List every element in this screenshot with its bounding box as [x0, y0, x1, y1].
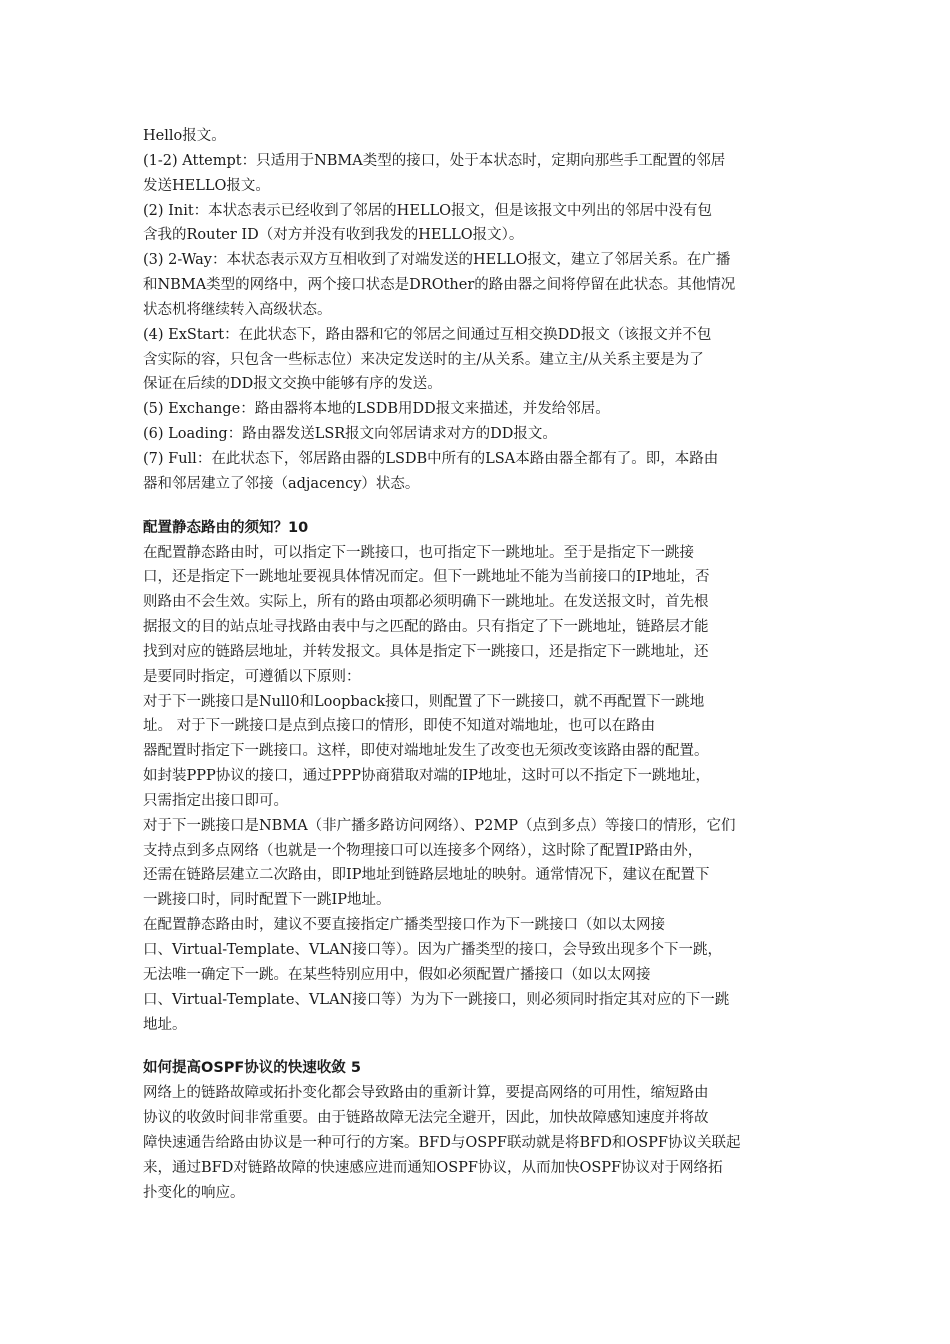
- text-line: 和NBMA类型的网络中，两个接口状态是DROther的路由器之间将停留在此状态。其他情况: [143, 277, 736, 294]
- text-line: 地址。: [143, 1016, 187, 1033]
- text-line: 址。 对于下一跳接口是点到点接口的情形，即使不知道对端地址，也可以在路由: [143, 718, 656, 735]
- text-line: (5) Exchange：路由器将本地的LSDB用DD报文来描述，并发给邻居。: [143, 401, 610, 418]
- text-line: 如封装PPP协议的接口，通过PPP协商猎取对端的IP地址，这时可以不指定下一跳地址，: [143, 768, 711, 785]
- text-line: (6) Loading：路由器发送LSR报文向邻居请求对方的DD报文。: [143, 426, 557, 443]
- text-line: 支持点到多点网络（也就是一个物理接口可以连接多个网络），这时除了配置IP路由外，: [143, 842, 703, 859]
- text-line: 含我的Router ID（对方并没有收到我发的HELLO报文）。: [143, 227, 524, 244]
- text-line: (4) ExStart：在此状态下，路由器和它的邻居之间通过互相交换DD报文（该报文并不包: [143, 326, 712, 343]
- text-line: 还需在链路层建立二次路由，即IP地址到链路层地址的映射。通常情况下，建议在配置下: [143, 867, 710, 884]
- text-line: 来，通过BFD对链路故障的快速感应进而通知OSPF协议，从而加快OSPF协议对于网络拓: [143, 1159, 723, 1176]
- heading-ospf-convergence: 如何提高OSPF协议的快速收敛 5: [143, 1060, 361, 1077]
- text-line: 是要同时指定，可遵循以下原则：: [143, 668, 361, 685]
- text-line: 网络上的链路故障或拓扑变化都会导致路由的重新计算，要提高网络的可用性，缩短路由: [143, 1085, 709, 1102]
- text-line: 口，还是指定下一跳地址要视具体情况而定。但下一跳地址不能为当前接口的IP地址，否: [143, 569, 710, 586]
- text-line: (3) 2-Way：本状态表示双方互相收到了对端发送的HELLO报文，建立了邻居关系。在广播: [143, 252, 731, 269]
- document-page: [143, 124, 807, 1205]
- text-line: 保证在后续的DD报文交换中能够有序的发送。: [143, 376, 442, 393]
- text-line: 在配置静态路由时，建议不要直接指定广播类型接口作为下一跳接口（如以太网接: [143, 917, 665, 934]
- text-line: 含实际的容，只包含一些标志位）来决定发送时的主/从关系。建立主/从关系主要是为了: [143, 351, 704, 368]
- section-gap: [143, 497, 807, 516]
- text-line: 对于下一跳接口是Null0和Loopback接口，则配置了下一跳接口，就不再配置下一跳地: [143, 693, 705, 710]
- section-ospf-states: [143, 124, 807, 497]
- text-line: 无法唯一确定下一跳。在某些特别应用中，假如必须配置广播接口（如以太网接: [143, 966, 651, 983]
- text-line: Hello报文。: [143, 128, 226, 144]
- text-line: 口、Virtual-Template、VLAN接口等）为为下一跳接口，则必须同时指定其对应的下一跳: [143, 991, 730, 1008]
- text-line: 障快速通告给路由协议是一种可行的方案。BFD与OSPF联动就是将BFD和OSPF协议关联起: [143, 1134, 741, 1151]
- section-static-route: [143, 541, 807, 1038]
- text-line: (1-2) Attempt：只适用于NBMA类型的接口，处于本状态时，定期向那些手工配置的邻居: [143, 152, 726, 169]
- text-line: (7) Full：在此状态下，邻居路由器的LSDB中所有的LSA本路由器全都有了。即，本路由: [143, 450, 719, 467]
- text-line: 扑变化的响应。: [143, 1184, 245, 1201]
- text-line: 据报文的目的站点址寻找路由表中与之匹配的路由。只有指定了下一跳地址，链路层才能: [143, 619, 709, 636]
- text-line: 只需指定出接口即可。: [143, 792, 288, 809]
- text-line: 器配置时指定下一跳接口。这样，即使对端地址发生了改变也无须改变该路由器的配置。: [143, 743, 709, 760]
- text-line: 状态机将继续转入高级状态。: [143, 301, 332, 318]
- text-line: 协议的收敛时间非常重要。由于链路故障无法完全避开，因此，加快故障感知速度并将故: [143, 1110, 709, 1127]
- text-line: 发送HELLO报文。: [143, 177, 270, 194]
- heading-static-route: 配置静态路由的须知？10: [143, 519, 309, 536]
- section-gap: [143, 1037, 807, 1056]
- text-line: (2) Init：本状态表示已经收到了邻居的HELLO报文，但是该报文中列出的邻居中没有包: [143, 202, 713, 219]
- text-line: 找到对应的链路层地址，并转发报文。具体是指定下一跳接口，还是指定下一跳地址，还: [143, 643, 709, 660]
- section-ospf-convergence: [143, 1081, 807, 1205]
- text-line: 对于下一跳接口是NBMA（非广播多路访问网络）、P2MP（点到多点）等接口的情形，它们: [143, 817, 736, 834]
- text-line: 器和邻居建立了邻接（adjacency）状态。: [143, 475, 420, 492]
- text-line: 则路由不会生效。实际上，所有的路由项都必须明确下一跳地址。在发送报文时，首先根: [143, 594, 709, 611]
- text-line: 一跳接口时，同时配置下一跳IP地址。: [143, 892, 391, 909]
- text-line: 口、Virtual-Template、VLAN接口等）。因为广播类型的接口，会导致出现多个下一跳，: [143, 942, 722, 958]
- text-line: 在配置静态路由时，可以指定下一跳接口，也可指定下一跳地址。至于是指定下一跳接: [143, 544, 694, 561]
